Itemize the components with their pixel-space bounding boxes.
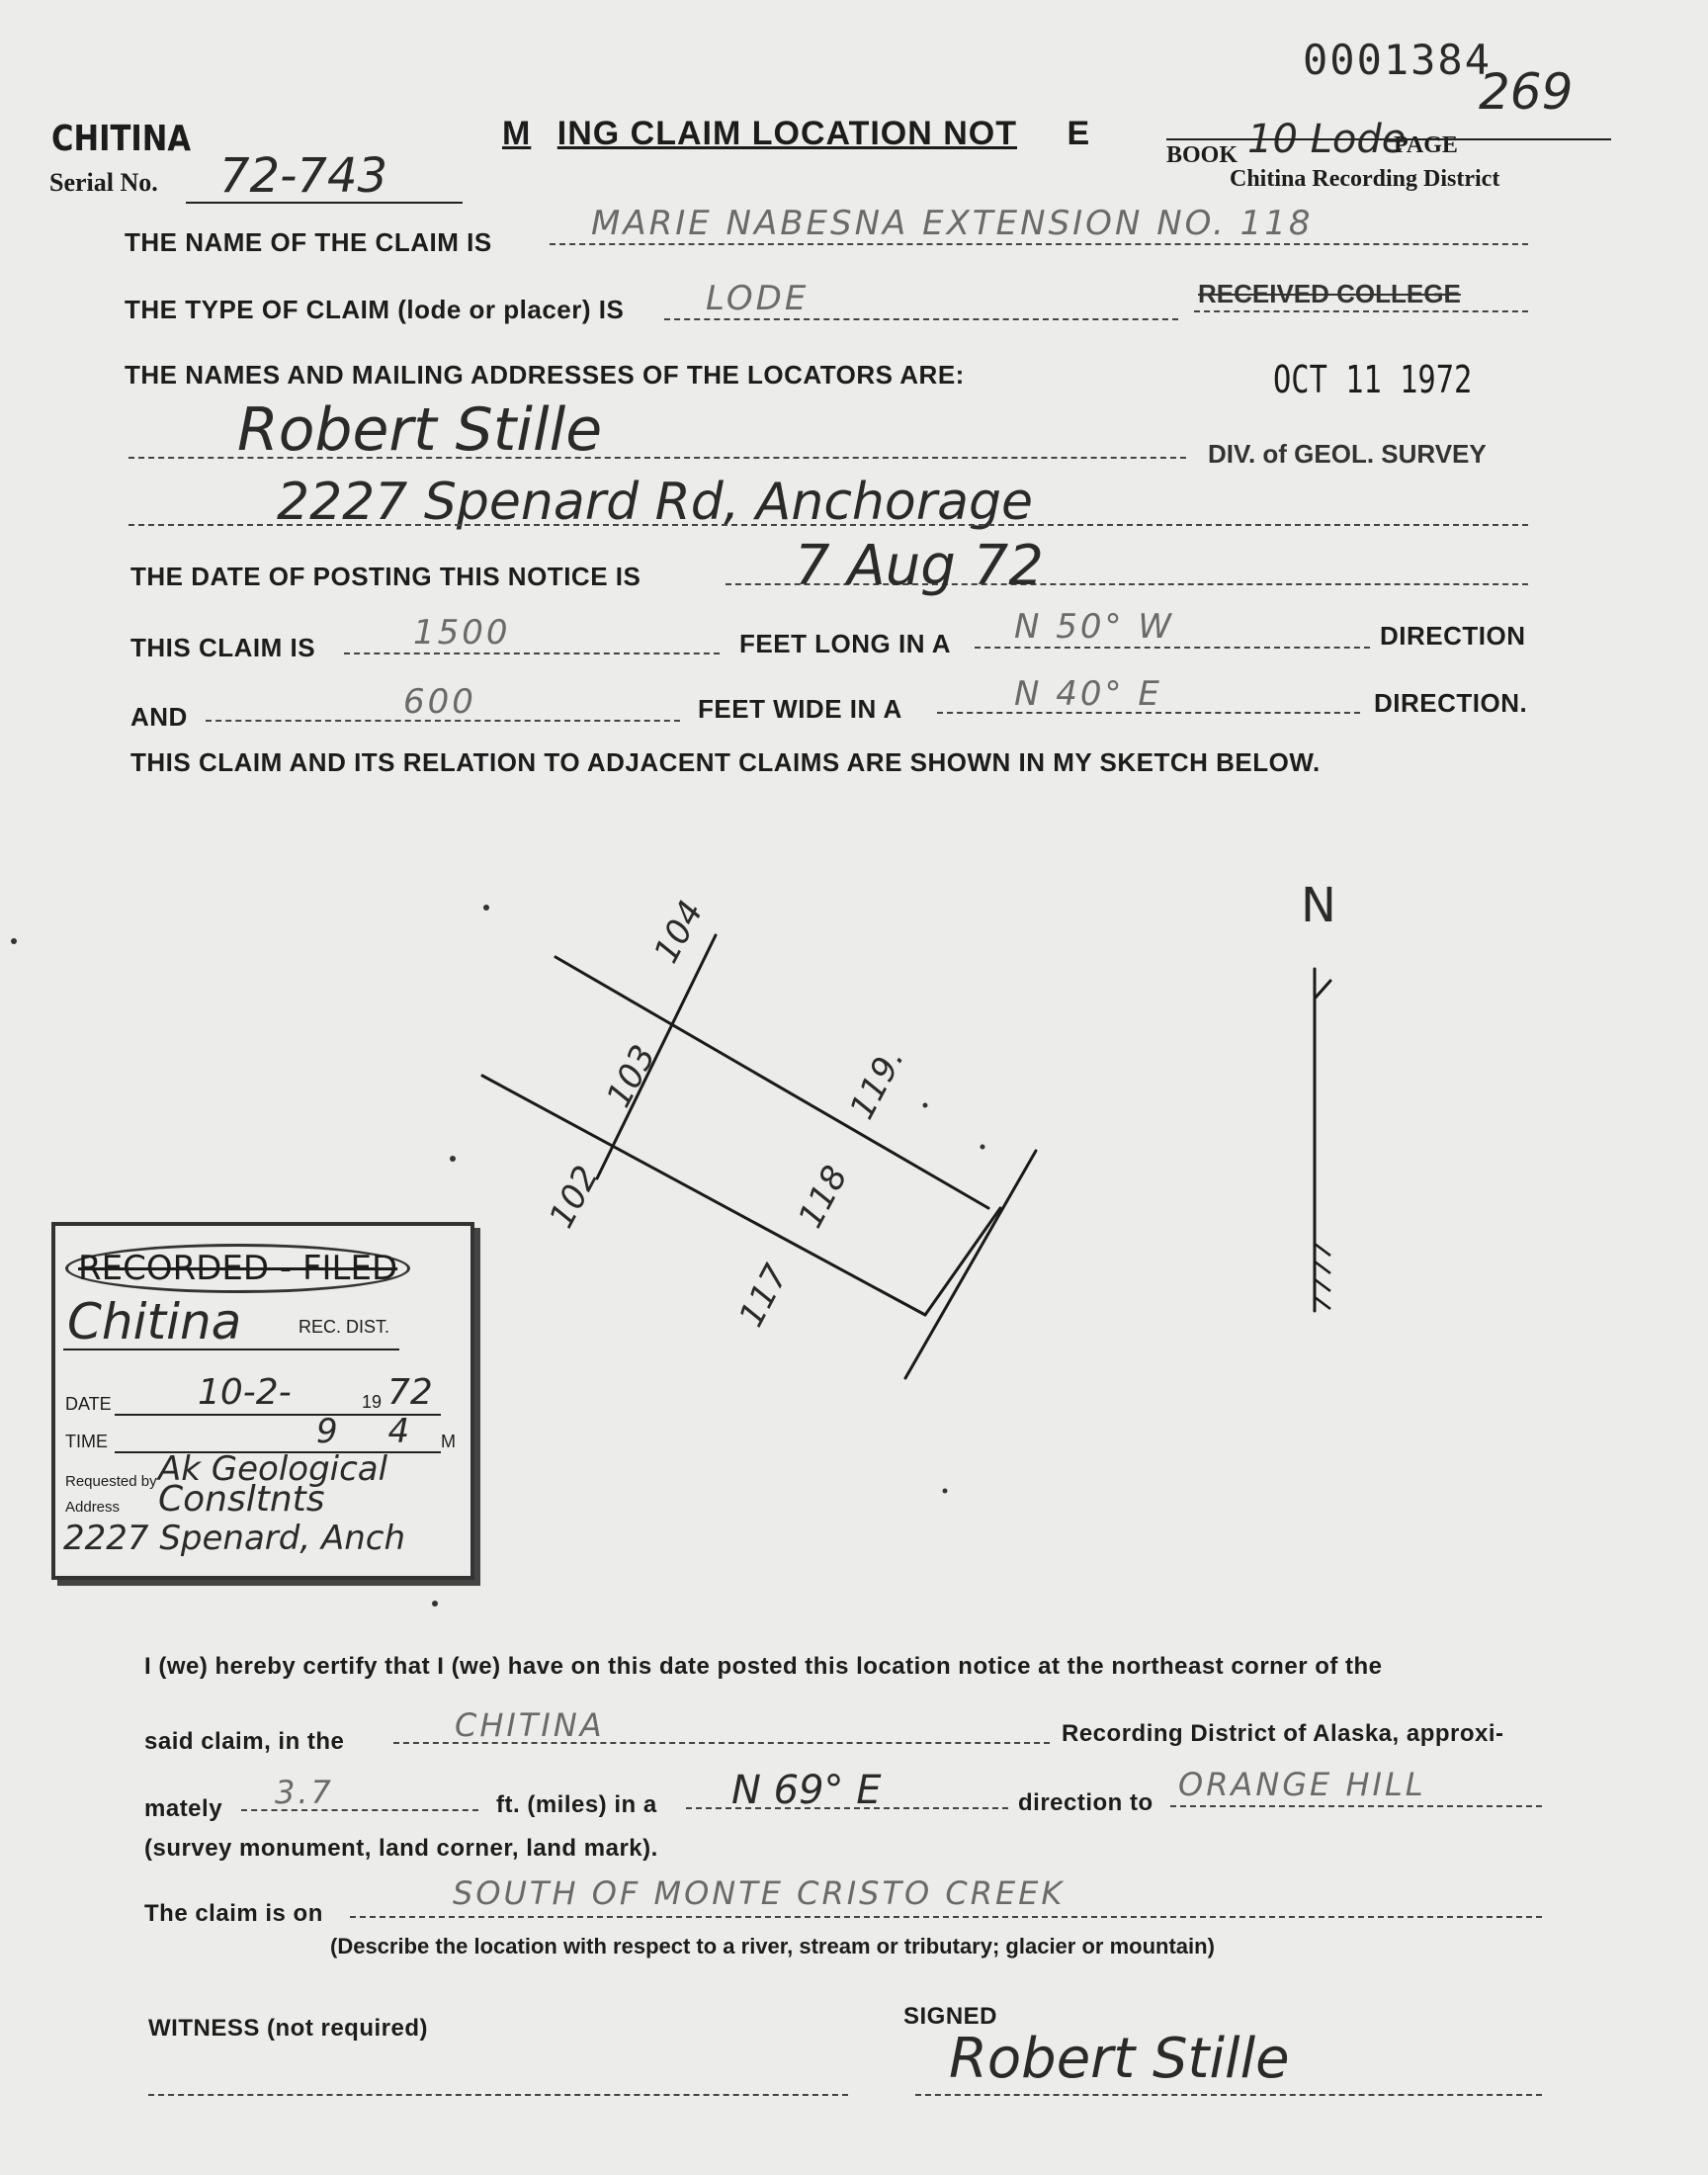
stamp-time-suffix: M: [441, 1432, 456, 1451]
locators-label: THE NAMES AND MAILING ADDRESSES OF THE LOCATORS ARE:: [125, 360, 965, 390]
signed-label: SIGNED: [903, 2003, 998, 2030]
direction-label: DIRECTION: [1380, 621, 1526, 651]
north-label: N: [1301, 878, 1336, 933]
sketch-label-117: 117: [731, 1258, 797, 1334]
title-main: ING CLAIM LOCATION NOT: [556, 115, 1017, 152]
length-value: 1500: [413, 613, 511, 652]
document-number: 0001384: [1303, 36, 1493, 84]
stamp-district-line: [63, 1348, 399, 1350]
feet-wide-label: FEET WIDE IN A: [698, 694, 902, 724]
stamp-address-label: Address: [65, 1499, 121, 1516]
stamp-rec-dist: REC. DIST.: [299, 1317, 390, 1337]
stamp-year-value: 72: [387, 1372, 433, 1413]
stamp-year-prefix: 19: [362, 1392, 383, 1412]
sketch-label-102: 102: [542, 1159, 607, 1235]
survey-note: (survey monument, land corner, land mark).: [144, 1835, 658, 1862]
stamp-title: RECORDED - FILED: [65, 1244, 410, 1293]
landmark-line: [1170, 1805, 1542, 1807]
recorded-filed-stamp: [51, 1222, 474, 1580]
claim-type-label: THE TYPE OF CLAIM (lode or placer) IS: [125, 295, 625, 324]
describe-note: (Describe the location with respect to a river, stream or tributary; glacier or mountain): [330, 1934, 1215, 1958]
recording-district-alaska: Recording District of Alaska, approxi-: [1062, 1720, 1504, 1747]
landmark-value: ORANGE HILL: [1178, 1766, 1426, 1803]
ft-miles-label: ft. (miles) in a: [496, 1791, 657, 1818]
width-direction-value: N 40° E: [1014, 674, 1162, 714]
district-header: CHITINA: [51, 119, 192, 159]
said-claim-label: said claim, in the: [144, 1728, 345, 1755]
div-survey-stamp: DIV. of GEOL. SURVEY: [1208, 439, 1487, 469]
direction-label-2: DIRECTION.: [1374, 688, 1528, 718]
stamp-district: Chitina: [67, 1293, 242, 1350]
stamp-requested-value: Ak Geological: [158, 1449, 388, 1489]
bearing-value: N 69° E: [731, 1768, 882, 1813]
received-stamp: RECEIVED COLLEGE: [1198, 279, 1461, 308]
posting-date-value: 7 Aug 72: [795, 534, 1044, 598]
width-value: 600: [403, 682, 476, 722]
posting-date-label: THE DATE OF POSTING THIS NOTICE IS: [130, 562, 641, 591]
page-label: PAGE: [1394, 132, 1458, 158]
distance-value: 3.7: [275, 1774, 334, 1811]
length-direction-value: N 50° W: [1014, 607, 1174, 647]
mately-label: mately: [144, 1795, 223, 1822]
sketch-label-103: 103: [599, 1038, 664, 1114]
witness-label: WITNESS (not required): [148, 2015, 428, 2042]
stamp-time-label: TIME: [65, 1432, 108, 1451]
claim-on-value: SOUTH OF MONTE CRISTO CREEK: [453, 1874, 1066, 1912]
recording-district: Chitina Recording District: [1230, 166, 1500, 192]
claim-is-label: THIS CLAIM IS: [130, 633, 316, 662]
title-e: E: [1067, 115, 1091, 152]
book-value: 10 Lode: [1247, 117, 1407, 162]
witness-line: [148, 2094, 848, 2096]
claim-on-line: [350, 1916, 1542, 1918]
sketch-line-right-end: [905, 1151, 1036, 1378]
serial-label: Serial No.: [49, 168, 158, 197]
locator-name: Robert Stille: [237, 395, 603, 465]
page-number-handwritten: 269: [1479, 63, 1574, 121]
stamp-address-line1: Consltnts: [158, 1479, 325, 1520]
certify-line1: I (we) hereby certify that I (we) have on this date posted this location notice at the northeast corner of the: [144, 1653, 1383, 1680]
sketch-line-right-inner: [925, 1208, 1000, 1315]
sketch-label-104: 104: [646, 894, 712, 970]
claim-type-value: LODE: [706, 279, 810, 318]
said-claim-value: CHITINA: [455, 1706, 605, 1744]
sketch-label-118: 118: [791, 1159, 856, 1235]
stamp-address-line2: 2227 Spenard, Anch: [63, 1519, 406, 1558]
claim-name-label: THE NAME OF THE CLAIM IS: [125, 227, 492, 257]
and-label: AND: [130, 702, 188, 732]
stamp-date-value: 10-2-: [198, 1372, 292, 1413]
locator-address: 2227 Spenard Rd, Anchorage: [277, 473, 1033, 532]
signature: Robert Stille: [949, 2027, 1290, 2091]
stamp-requested-label: Requested by: [65, 1473, 157, 1490]
feet-long-label: FEET LONG IN A: [739, 629, 952, 658]
claim-on-label: The claim is on: [144, 1900, 323, 1927]
stamp-time-value: 9 4: [316, 1412, 410, 1451]
serial-value: 72-743: [219, 148, 388, 204]
north-arrow-tick: [1315, 981, 1330, 999]
signature-line: [915, 2094, 1542, 2096]
direction-to-label: direction to: [1018, 1789, 1153, 1816]
title-m: M: [502, 115, 532, 152]
claim-name-value: MARIE NABESNA EXTENSION NO. 118: [591, 204, 1314, 243]
received-date-stamp: OCT 11 1972: [1273, 358, 1473, 401]
stamp-date-label: DATE: [65, 1394, 112, 1414]
sketch-intro: THIS CLAIM AND ITS RELATION TO ADJACENT CLAIMS ARE SHOWN IN MY SKETCH BELOW.: [130, 747, 1321, 777]
book-label: BOOK: [1166, 142, 1238, 168]
sketch-label-119: 119.: [842, 1041, 912, 1126]
